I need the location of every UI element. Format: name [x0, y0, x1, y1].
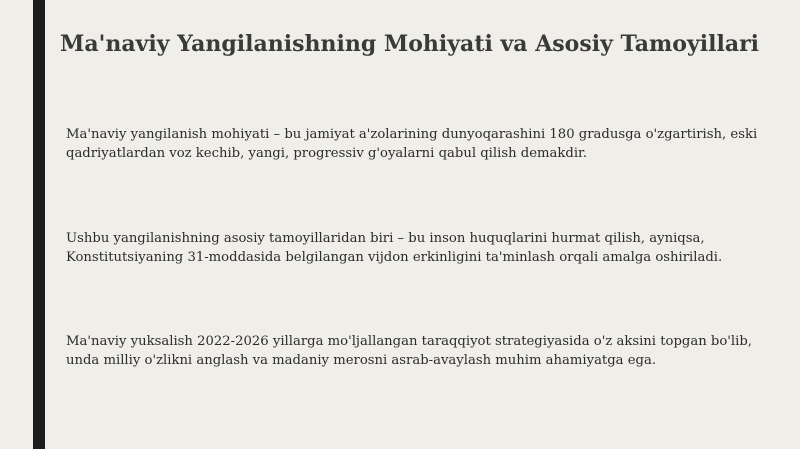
slide-title: Ma'naviy Yangilanishning Mohiyati va Asosiy Tamoyillari	[60, 31, 760, 57]
paragraph-strategy: Ma'naviy yuksalish 2022-2026 yillarga mo'ljallangan taraqqiyot strategiyasida o'z aksini topgan bo'lib, unda milliy o'zlikni anglash va madaniy merosni asrab-avaylash muhim ahamiyatga ega.	[66, 334, 752, 368]
paragraph-essence: Ma'naviy yangilanish mohiyati – bu jamiyat a'zolarining dunyoqarashini 180 gradusga o'zgartirish, eski qadriyatlardan voz kechib, yangi, progressiv g'oyalarni qabul qilish demakdir.	[66, 127, 758, 161]
left-accent-bar	[33, 0, 45, 449]
paragraph-principles: Ushbu yangilanishning asosiy tamoyillaridan biri – bu inson huquqlarini hurmat qilish, ayniqsa, Konstitutsiyaning 31-moddasida belgilangan vijdon erkinligini ta'minlash orqali amalga oshiriladi.	[66, 231, 723, 265]
